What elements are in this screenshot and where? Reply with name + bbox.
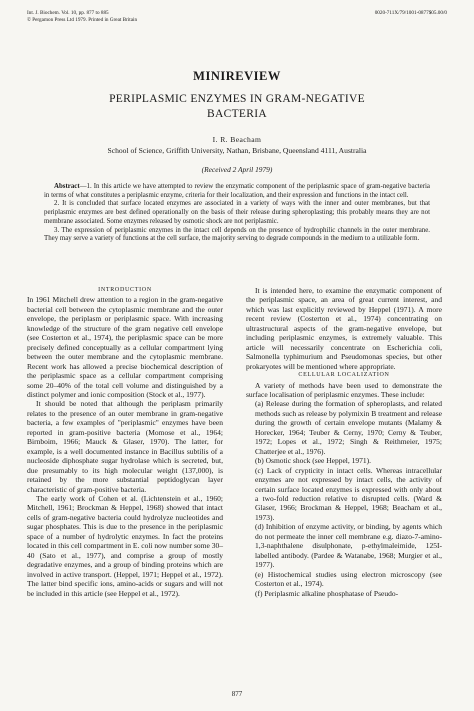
method-item-b: (b) Osmotic shock (see Heppel, 1971). [255, 456, 372, 466]
author-affiliation: School of Science, Griffith University, Nathan, Brisbane, Queensland 4111, Australia [107, 146, 367, 155]
intro-paragraph-2: It should be noted that although the periplasm primarily relates to the presence of an outer membrane in gram-negative bacteria, a few examples of "periplasmic" enzymes have been reported in gram-positive bacteria (Momose et al., 1964; Birnboim, 1966; Mauck & Glaser, 1970). The latter, for example, is a well documented instance in Bacillus subtilis of a nucleoside diphosphate sugar hydrolase which is secreted, but, due presumably to its high molecular weight (137,000), is retained by the more substantial peptidoglycan layer characteristic of gram-positive bacteria. [27, 399, 223, 494]
journal-citation: Int. J. Biochem. Vol. 10, pp. 877 to 885 [27, 10, 109, 16]
received-date: (Received 2 April 1979) [201, 165, 273, 174]
journal-code: 0020-711X/79/1001-0877$05.00/0 [374, 10, 447, 16]
intro-paragraph-3: The early work of Cohen et al. (Lichtenstein et al., 1960; Mitchell, 1961; Brockman & Heppel, 1968) showed that intact cells of gram-negative bacteria could hydrolyze nucleotides and sugar phosphates. This is due to the presence in the periplasmic space of a number of hydrolytic enzymes. In fact the proteins located in this cell compartment in E. coli now number some 30–40 (Sato et al., 1977), and comprise a group of mostly degradative enzymes, and a group of binding proteins which are involved in active transport. (Heppel, 1971; Heppel et al., 1972). The latter bind specific ions, amino-acids or sugars and will not be included in this article (see Heppel et al., 1972). [27, 493, 223, 598]
method-item-f: (f) Periplasmic alkaline phosphatase of Pseudo- [255, 588, 399, 598]
page-number: 877 [231, 690, 243, 698]
section-heading-cellular-localization: CELLULAR LOCALIZATION [298, 372, 390, 379]
journal-header [27, 10, 137, 24]
localization-paragraph: A variety of methods have been used to demonstrate the surface localisation of periplasmic enzymes. These include: [246, 380, 442, 399]
journal-copyright: © Pergamon Press Ltd 1979. Printed in Great Britain [27, 17, 138, 23]
author-name: I. R. Beacham [212, 135, 262, 144]
intro-paragraph-1: In 1961 Mitchell drew attention to a region in the gram-negative bacterial cell between the cytoplasmic membrane and the outer envelope, the periplasm or periplasmic space. With increasing knowledge of the structure of the gram negative cell envelope (see Costerton et al., 1974), the periplasmic space can be more precisely defined conceptually as a cellular compartment lying between the outer membrane and the cytoplasmic membrane. Recent work has allowed a precise biochemical description of the periplasmic space as a cellular compartment comprising some 20–40% of the total cell volume and distinguished by a distinct polymer and ionic composition (Stock et al., 1977). [27, 295, 223, 399]
intro-paragraph-4: It is intended here, to examine the enzymatic component of the periplasmic space, an area of great current interest, and which was last explicitly reviewed by Heppel (1971). A more recent review (Costerton et al., 1974) concentrating on ultrastructural aspects of the gram-negative envelope, but including periplasmic enzymes, is extremely valuable. This article will necessarily concentrate on Escherichia coli, Salmonella typhimurium and Pseudomonas species, but other prokaryotes will be mentioned where appropriate. [246, 286, 442, 371]
article-title-line1: PERIPLASMIC ENZYMES IN GRAM-NEGATIVE [109, 93, 365, 105]
method-item-c: (c) Lack of crypticity in intact cells. Whereas intracellular enzymes are not expressed by intact cells, the activity of certain surface located enzymes is expressed with only about a two-fold reduction relative to disrupted cells. (Ward & Glaser, 1966; Brockman & Heppel, 1968; Beacham et al., 1973). [255, 465, 442, 522]
section-type: MINIREVIEW [193, 69, 281, 83]
method-item-e: (e) Histochemical studies using electron microscopy (see Costerton et al., 1974). [255, 569, 442, 589]
method-item-d: (d) Inhibition of enzyme activity, or binding, by agents which do not permeate the inner cell membrane e.g. diazo-7-amino-1,3-naphthalene disulphonate, p-ethylmaleimide, 125I-labelled antibody. (Pardee & Watanabe, 1968; Murgier et al., 1977). [255, 522, 442, 570]
left-column [27, 286, 223, 598]
abstract-label: Abstract [54, 183, 80, 190]
abstract-paragraph-3: 3. The expression of periplasmic enzymes in the intact cell depends on the presence of hydrophilic channels in the outer membrane. They may serve a variety of functions at the cell surface, the majority serving to degrade compounds in the medium to a utilizable form. [44, 226, 430, 243]
abstract-paragraph-2: 2. It is concluded that surface located enzymes are associated in a variety of ways with the inner and outer membranes, but that periplasmic enzymes are best defined operationally on the basis of their release during spheroplasting; this probably means they are not membrane associated. Some enzymes released by osmotic shock are not periplasmic. [44, 200, 430, 225]
abstract [44, 183, 430, 244]
right-column [246, 286, 442, 598]
section-heading-introduction: INTRODUCTION [98, 287, 152, 293]
article-title-line2: BACTERIA [207, 108, 267, 120]
method-item-a: (a) Release during the formation of spheroplasts, and related methods such as release by polymixin B treatment and release during the growth of certain envelope mutants (Malamy & Horecker, 1964; Teuber & Cerny, 1970; Cerny & Teuber, 1972; Lopes et al., 1972; Singh & Reithmeier, 1975; Chatterjee et al., 1976). [255, 399, 442, 456]
abstract-paragraph-1: Abstract—1. In this article we have attempted to review the enzymatic component of the periplasmic space of gram-negative bacteria in terms of what constitutes a periplasmic enzyme, criteria for their localization, and their expression and functions in the intact cell. [44, 183, 430, 199]
